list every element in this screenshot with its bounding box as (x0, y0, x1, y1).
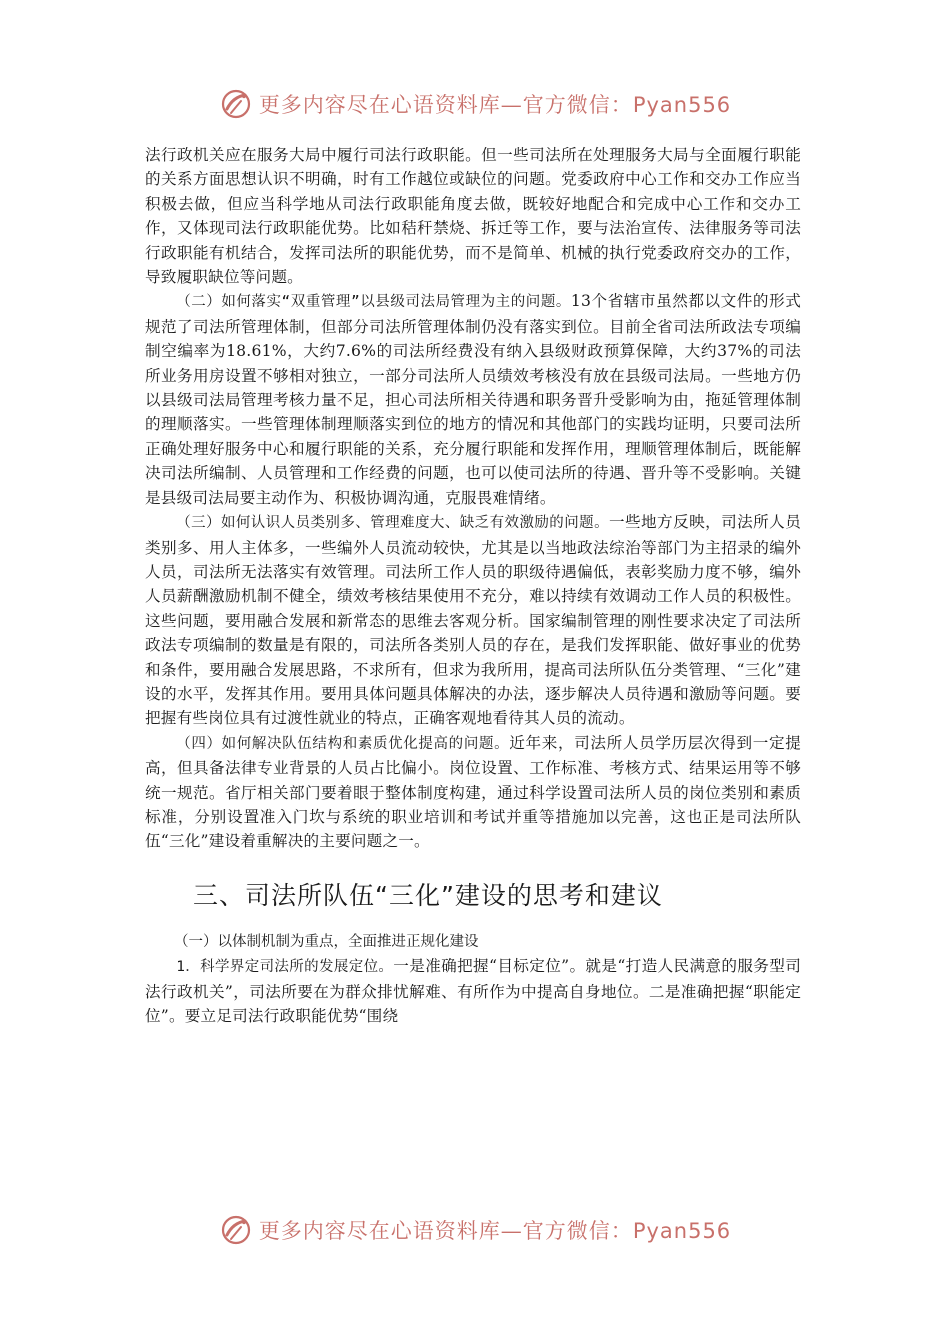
paragraph: 1．科学界定司法所的发展定位。一是准确把握“目标定位”。就是“打造人民满意的服务型司法行政机关”，司法所要在为群众排忧解难、有所作为中提高自身地位。二是准确把握“职能定位”。要立足司法行政职能优势“围绕 (145, 957, 801, 1025)
footer-watermark-banner (0, 1208, 950, 1252)
watermark-text: 更多内容尽在心语资料库—官方微信：Pyan556 (258, 93, 732, 117)
document-body (145, 143, 801, 1028)
section-lead: 1．科学界定司法所的发展定位。 (176, 959, 394, 976)
section-lead: （二）如何落实“双重管理”以县级司法局管理为主的问题。 (176, 294, 571, 311)
section-heading: 三、司法所队伍“三化”建设的思考和建议 (193, 880, 663, 910)
header-watermark-banner (0, 82, 950, 126)
watermark-text: 更多内容尽在心语资料库—官方微信：Pyan556 (258, 1219, 732, 1243)
brush-logo-icon (219, 87, 253, 121)
paragraph: （四）如何解决队伍结构和素质优化提高的问题。近年来，司法所人员学历层次得到一定提高，但具备法律专业背景的人员占比偏小。岗位设置、工作标准、考核方式、结果运用等不够统一规范。省厅相关部门要着眼于整体制度构建，通过科学设置司法所人员的岗位类别和素质标准，分别设置准入门坎与系统的职业培训和考试并重等措施加以完善，这也正是司法所队伍“三化”建设着重解决的主要问题之一。 (145, 733, 801, 851)
brush-logo-icon (219, 1213, 253, 1247)
paragraph: 法行政机关应在服务大局中履行司法行政职能。但一些司法所在处理服务大局与全面履行职能的关系方面思想认识不明确，时有工作越位或缺位的问题。党委政府中心工作和交办工作应当积极去做，但应当科学地从司法行政职能角度去做，既较好地配合和完成中心工作和交办工作，又体现司法行政职能优势。比如秸秆禁烧、拆迁等工作，要与法治宣传、法律服务等司法行政职能有机结合，发挥司法所的职能优势，而不是简单、机械的执行党委政府交办的工作，导致履职缺位等问题。 (145, 146, 801, 287)
subsection-heading: （一）以体制机制为重点，全面推进正规化建设 (174, 933, 479, 950)
section-lead: （四）如何解决队伍结构和素质优化提高的问题。 (176, 735, 510, 752)
section-lead: （三）如何认识人员类别多、管理难度大、缺乏有效激励的问题。 (176, 515, 609, 532)
paragraph: （三）如何认识人员类别多、管理难度大、缺乏有效激励的问题。一些地方反映，司法所人员类别多、用人主体多，一些编外人员流动较快，尤其是以当地政法综治等部门为主招录的编外人员，司法所无法落实有效管理。司法所工作人员的职级待遇偏低，表彰奖励力度不够，编外人员薪酬激励机制不健全，绩效考核结果使用不充分，难以持续有效调动工作人员的积极性。这些问题，要用融合发展和新常态的思维去客观分析。国家编制管理的刚性要求决定了司法所政法专项编制的数量是有限的，司法所各类别人员的存在，是我们发挥职能、做好事业的优势和条件，要用融合发展思路，不求所有，但求为我所用，提高司法所队伍分类管理、“三化”建设的水平，发挥其作用。要用具体问题具体解决的办法，逐步解决人员待遇和激励等问题。要把握有些岗位具有过渡性就业的特点，正确客观地看待其人员的流动。 (145, 513, 801, 728)
paragraph: （二）如何落实“双重管理”以县级司法局管理为主的问题。13个省辖市虽然都以文件的形式规范了司法所管理体制，但部分司法所管理体制仍没有落实到位。目前全省司法所政法专项编制空编率为18.61%，大约7.6%的司法所经费没有纳入县级财政预算保障，大约37%的司法所业务用房设置不够相对独立，一部分司法所人员绩效考核没有放在县级司法局。一些地方仍以县级司法局管理考核力量不足，担心司法所相关待遇和职务晋升受影响为由，拖延管理体制的理顺落实。一些管理体制理顺落实到位的地方的情况和其他部门的实践均证明，只要司法所正确处理好服务中心和履行职能的关系，充分履行职能和发挥作用，理顺管理体制后，既能解决司法所编制、人员管理和工作经费的问题，也可以使司法所的待遇、晋升等不受影响。关键是县级司法局要主动作为、积极协调沟通，克服畏难情绪。 (145, 292, 801, 507)
